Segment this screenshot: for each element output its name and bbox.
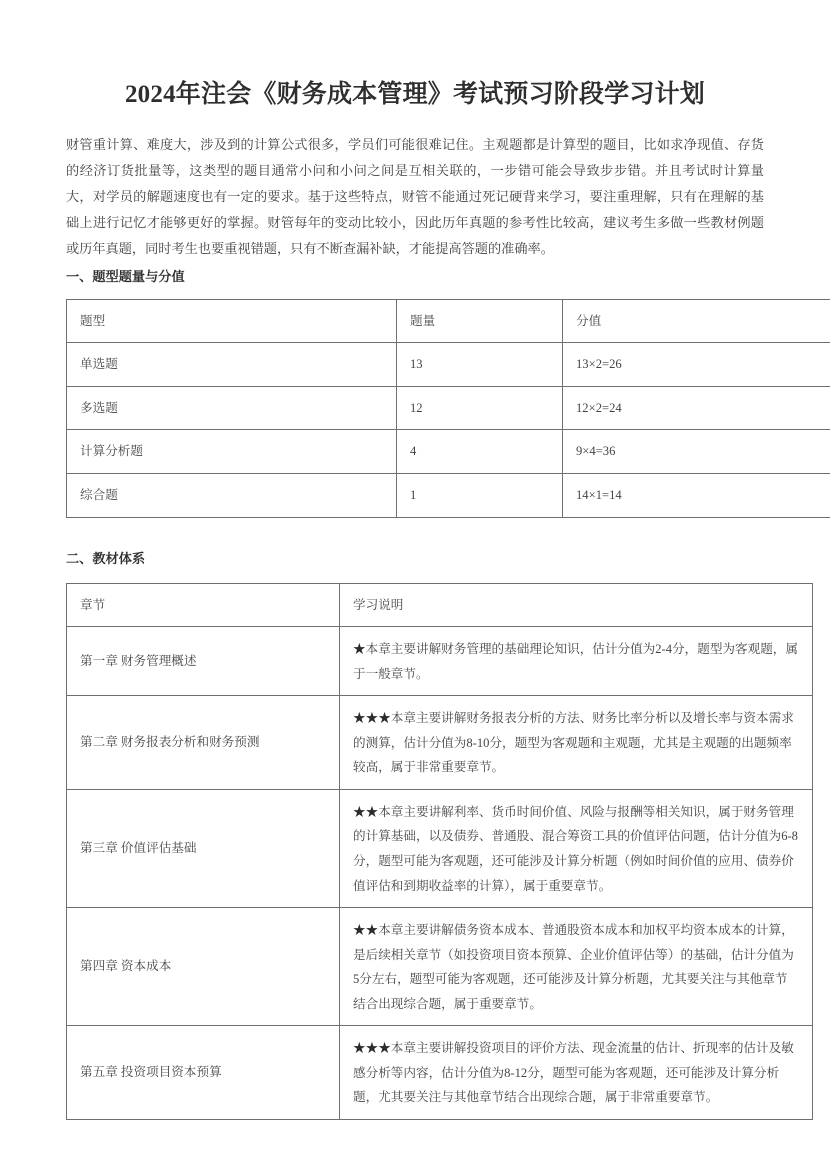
column-header-score: 分值 <box>563 299 830 343</box>
cell-chapter-name: 第五章 投资项目资本预算 <box>67 1026 340 1120</box>
cell-chapter-name: 第二章 财务报表分析和财务预测 <box>67 696 340 790</box>
cell-question-count: 1 <box>397 474 563 518</box>
chapter-description-text: 本章主要讲解投资项目的评价方法、现金流量的估计、折现率的估计及敏感分析等内容，估计分值为8-12分，题型可能为客观题，还可能涉及计算分析题，尤其要关注与其他章节结合出现综合题，属于非常重要章节。 <box>353 1041 794 1105</box>
cell-chapter-description <box>340 789 813 907</box>
table-row <box>67 789 813 907</box>
page-title: 2024年注会《财务成本管理》考试预习阶段学习计划 <box>124 81 705 108</box>
column-header-type: 题型 <box>67 299 397 343</box>
cell-question-count: 12 <box>397 386 563 430</box>
table-row <box>67 627 813 696</box>
cell-question-count: 13 <box>397 343 563 387</box>
column-header-count: 题量 <box>397 299 563 343</box>
table-row <box>67 343 830 387</box>
cell-question-score: 14×1=14 <box>563 474 830 518</box>
table-row <box>67 908 813 1026</box>
table-row <box>67 474 830 518</box>
star-rating: ★★★ <box>353 711 391 726</box>
cell-chapter-name: 第一章 财务管理概述 <box>67 627 340 696</box>
chapter-description-text: 本章主要讲解债务资本成本、普通股资本成本和加权平均资本成本的计算，是后续相关章节（如投资项目资本预算、企业价值评估等）的基础，估计分值为5分左右，题型可能为客观题，还可能涉及计算分析题，尤其要关注与其他章节结合出现综合题，属于重要章节。 <box>353 923 794 1011</box>
cell-question-score: 13×2=26 <box>563 343 830 387</box>
table-row <box>67 386 830 430</box>
cell-chapter-description <box>340 1026 813 1120</box>
cell-chapter-description <box>340 908 813 1026</box>
star-rating: ★★ <box>353 923 379 938</box>
star-rating: ★★ <box>353 804 379 819</box>
cell-chapter-description <box>340 696 813 790</box>
cell-chapter-name: 第四章 资本成本 <box>67 908 340 1026</box>
column-header-description: 学习说明 <box>340 583 813 627</box>
intro-paragraph: 财管重计算、难度大，涉及到的计算公式很多，学员们可能很难记住。主观题都是计算型的题目，比如求净现值、存货的经济订货批量等，这类型的题目通常小问和小问之间是互相关联的，一步错可能会导致步步错。并且考试时计算量大，对学员的解题速度也有一定的要求。基于这些特点，财管不能通过死记硬背来学习，要注重理解，只有在理解的基础上进行记忆才能够更好的掌握。财管每年的变动比较小，因此历年真题的参考性比较高，建议考生多做一些教材例题或历年真题，同时考生也要重视错题，只有不断查漏补缺，才能提高答题的准确率。 <box>66 136 764 256</box>
chapter-description-text: 本章主要讲解财务管理的基础理论知识，估计分值为2-4分，题型为客观题，属于一般章节。 <box>353 642 798 681</box>
section-heading-syllabus: 二、教材体系 <box>66 550 146 566</box>
cell-question-score: 12×2=24 <box>563 386 830 430</box>
cell-question-type: 计算分析题 <box>67 430 397 474</box>
star-rating: ★★★ <box>353 1041 391 1056</box>
table-header-row <box>67 299 830 343</box>
section-heading-question-types: 一、题型题量与分值 <box>66 268 185 284</box>
table-header-row <box>67 583 813 627</box>
cell-question-type: 单选题 <box>67 343 397 387</box>
table-row <box>67 1026 813 1120</box>
cell-question-type: 多选题 <box>67 386 397 430</box>
cell-question-count: 4 <box>397 430 563 474</box>
table-row <box>67 696 813 790</box>
table-row <box>67 430 830 474</box>
chapter-description-text: 本章主要讲解利率、货币时间价值、风险与报酬等相关知识，属于财务管理的计算基础，以及债券、普通股、混合筹资工具的价值评估问题，估计分值为6-8分，题型可能为客观题，还可能涉及计算分析题（例如时间价值的应用、债券价值评估和到期收益率的计算），属于重要章节。 <box>353 804 798 893</box>
cell-chapter-description <box>340 627 813 696</box>
table-syllabus <box>66 583 813 1120</box>
chapter-description-text: 本章主要讲解财务报表分析的方法、财务比率分析以及增长率与资本需求的测算，估计分值为8-10分，题型为客观题和主观题，尤其是主观题的出题频率较高，属于非常重要章节。 <box>353 711 794 775</box>
cell-question-score: 9×4=36 <box>563 430 830 474</box>
star-rating: ★ <box>353 642 366 657</box>
table-question-types <box>66 299 830 518</box>
cell-chapter-name: 第三章 价值评估基础 <box>67 789 340 907</box>
cell-question-type: 综合题 <box>67 474 397 518</box>
column-header-chapter: 章节 <box>67 583 340 627</box>
